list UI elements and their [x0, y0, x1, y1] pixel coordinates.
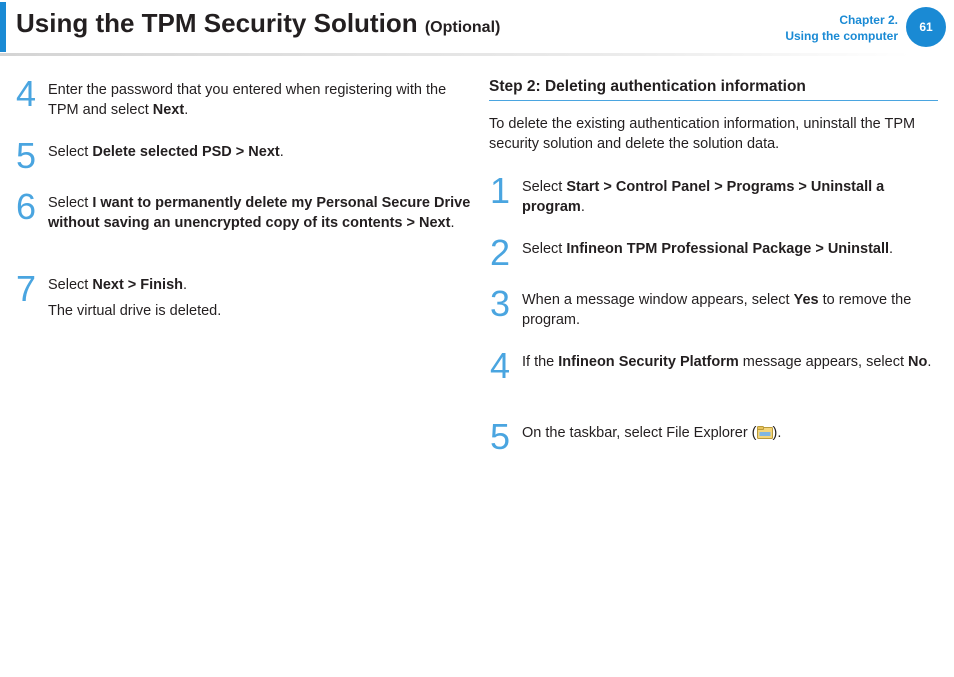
step-number: 6 — [16, 186, 37, 227]
chapter-number: Chapter 2. — [839, 13, 898, 27]
right-step-1 — [490, 170, 938, 217]
step-number: 3 — [490, 283, 511, 324]
chapter-label — [785, 12, 898, 44]
step-text: On the taskbar, select File Explorer ( ). — [522, 425, 782, 441]
left-step-5 — [16, 135, 472, 176]
step-number: 4 — [16, 73, 37, 114]
step-number: 7 — [16, 268, 37, 309]
right-step-4 — [490, 345, 938, 386]
step-number: 1 — [490, 170, 511, 211]
section-heading: Step 2: Deleting authentication information — [489, 78, 938, 101]
step-note: The virtual drive is deleted. — [48, 303, 222, 319]
section-intro: To delete the existing authentication information, uninstall the TPM security solution and delete the solution data. — [489, 116, 916, 152]
page-title: Using the TPM Security Solution (Optional) — [16, 8, 501, 38]
title-accent-bar — [0, 2, 6, 52]
right-step-2 — [490, 232, 938, 273]
file-explorer-icon — [757, 426, 773, 439]
step-number: 4 — [490, 345, 511, 386]
step-text: Select Delete selected PSD > Next. — [48, 144, 284, 160]
step-text: If the Infineon Security Platform message appears, select No. — [522, 354, 932, 370]
step-text: When a message window appears, select Yes to remove the program. — [522, 292, 912, 328]
right-step-5 — [490, 416, 938, 457]
left-step-6 — [16, 186, 472, 233]
step-text: Select Next > Finish. — [48, 277, 188, 293]
step-text: Select Start > Control Panel > Programs > Uninstall a program. — [522, 179, 885, 215]
step-number: 5 — [490, 416, 511, 457]
right-step-3 — [490, 283, 938, 330]
chapter-title: Using the computer — [785, 29, 898, 43]
header-divider — [0, 53, 910, 56]
step-number: 2 — [490, 232, 511, 273]
page-number-badge: 61 — [906, 7, 946, 47]
step-number: 5 — [16, 135, 37, 176]
page-header — [0, 0, 954, 56]
step-text: Select I want to permanently delete my Personal Secure Drive without saving an unencrypted copy of its contents > Next. — [48, 195, 471, 231]
step-text: Enter the password that you entered when registering with the TPM and select Next. — [48, 82, 447, 118]
left-step-7 — [16, 268, 472, 321]
title-optional-suffix: (Optional) — [424, 19, 501, 36]
left-step-4 — [16, 73, 472, 120]
step-text: Select Infineon TPM Professional Package > Uninstall. — [522, 241, 894, 257]
